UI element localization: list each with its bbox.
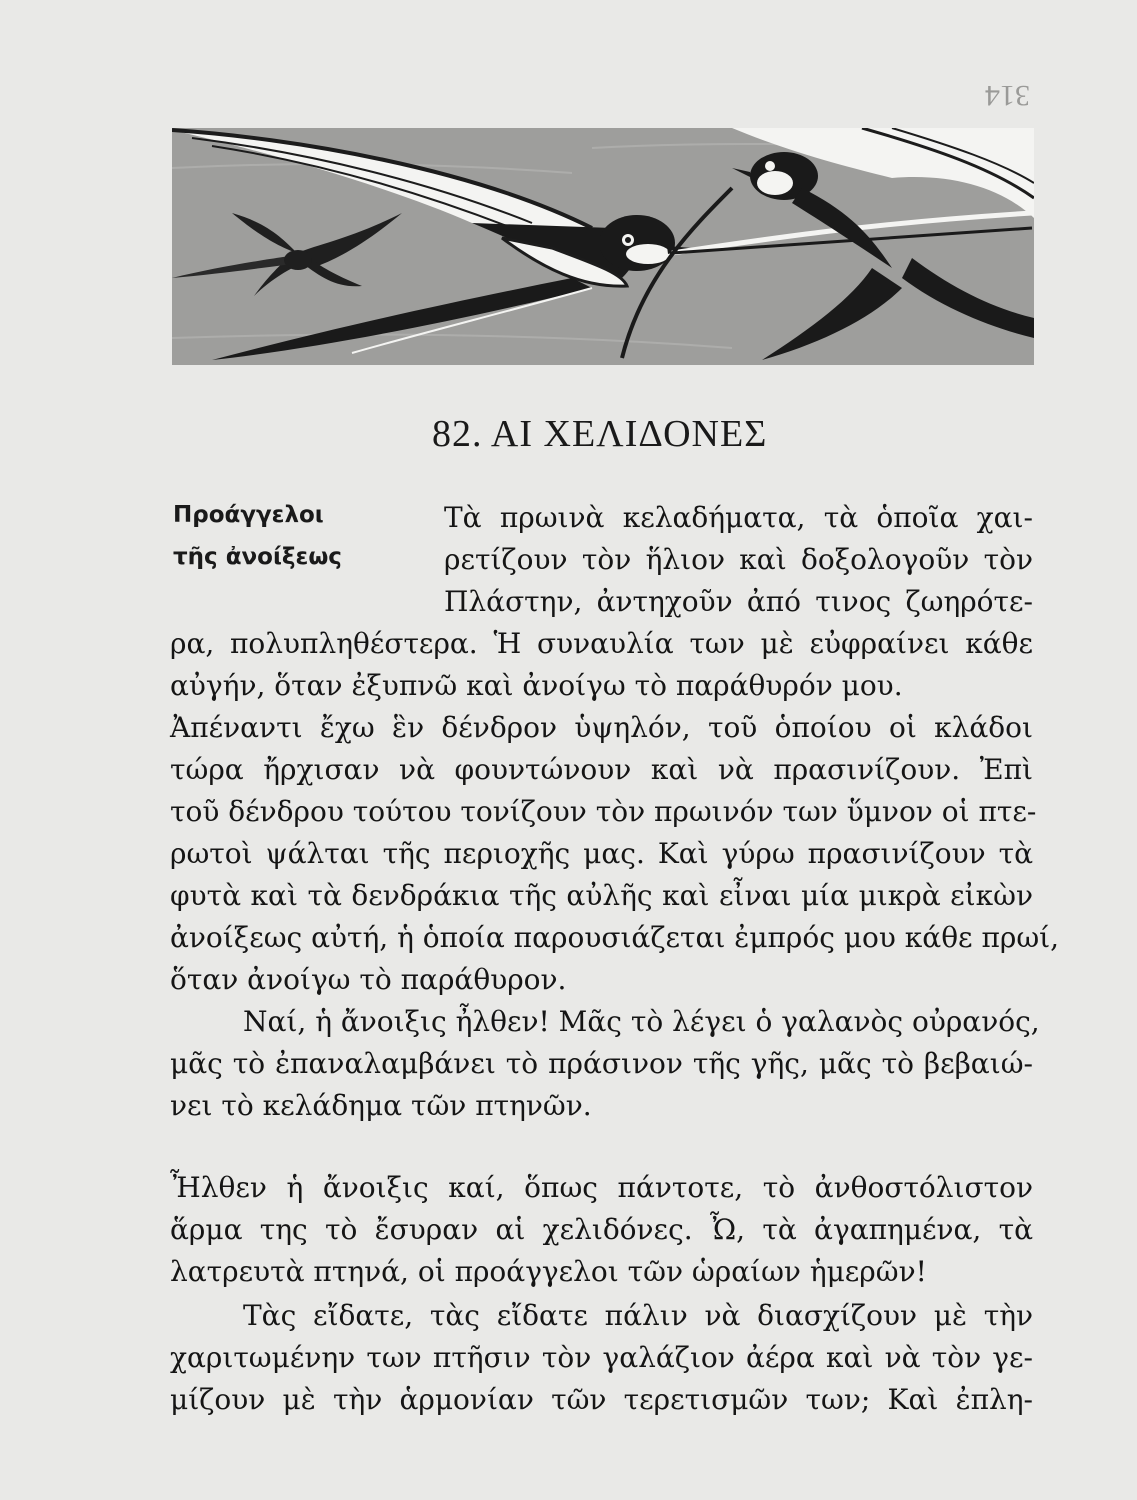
text-line: νει τὸ κελάδημα τῶν πτηνῶν. — [170, 1089, 592, 1122]
text-line: τοῦ δένδρου τούτου τονίζουν τὸν πρωινόν των ὕμνον οἱ πτε- — [170, 795, 1037, 828]
text-line: Τὰς εἴδατε, τὰς εἴδατε πάλιν νὰ διασχίζουν μὲ τὴν — [243, 1299, 1033, 1332]
large-swallow-right — [622, 128, 1034, 360]
text-line: μᾶς τὸ ἐπαναλαμβάνει τὸ πράσινον τῆς γῆς, μᾶς τὸ βεβαιώ- — [170, 1047, 1033, 1080]
text-line: φυτὰ καὶ τὰ δενδράκια τῆς αὐλῆς καὶ εἶναι μία μικρὰ εἰκὼν — [170, 879, 1033, 912]
text-line: τώρα ἤρχισαν νὰ φουντώνουν καὶ νὰ πρασινίζουν. Ἐπὶ — [170, 753, 1033, 786]
page-number: 314 — [985, 79, 1030, 112]
small-swallow — [172, 213, 402, 296]
text-line: ὅταν ἀνοίγω τὸ παράθυρον. — [170, 963, 567, 996]
margin-note-line: Προάγγελοι — [173, 502, 324, 528]
text-line: ρετίζουν τὸν ἥλιον καὶ δοξολογοῦν τὸν — [444, 543, 1033, 576]
margin-note-line: τῆς ἀνοίξεως — [173, 544, 342, 570]
text-line: ἀνοίξεως αὐτή, ἡ ὁποία παρουσιάζεται ἐμπρός μου κάθε πρωί, — [170, 921, 1060, 954]
swallows-woodcut-drawing — [172, 128, 1034, 365]
margin-note — [173, 494, 342, 578]
text-line: Πλάστην, ἀντηχοῦν ἀπό τινος ζωηρότε- — [444, 585, 1033, 618]
text-line: χαριτωμένην των πτῆσιν τὸν γαλάζιον ἀέρα καὶ νὰ τὸν γε- — [170, 1341, 1033, 1374]
text-line: ρωτοὶ ψάλται τῆς περιοχῆς μας. Καὶ γύρω πρασινίζουν τὰ — [170, 837, 1033, 870]
text-line: ἅρμα της τὸ ἔσυραν αἱ χελιδόνες. Ὦ, τὰ ἀγαπημένα, τὰ — [170, 1213, 1033, 1246]
text-line: Τὰ πρωινὰ κελαδήματα, τὰ ὁποῖα χαι- — [444, 501, 1033, 534]
text-line: Ναί, ἡ ἄνοιξις ἦλθεν! Μᾶς τὸ λέγει ὁ γαλανὸς οὐρανός, — [243, 1005, 1040, 1038]
text-line: Ἦλθεν ἡ ἄνοιξις καί, ὅπως πάντοτε, τὸ ἀνθοστόλιστον — [170, 1171, 1033, 1204]
text-line: μίζουν μὲ τὴν ἁρμονίαν τῶν τερετισμῶν των; Καὶ ἐπλη- — [170, 1383, 1033, 1416]
text-line: αὐγήν, ὅταν ἐξυπνῶ καὶ ἀνοίγω τὸ παράθυρόν μου. — [170, 669, 903, 702]
text-line: ρα, πολυπληθέστερα. Ἡ συναυλία των μὲ εὐφραίνει κάθε — [170, 627, 1033, 660]
chapter-title: 82. ΑΙ ΧΕΛΙΔΟΝΕΣ — [432, 413, 768, 455]
text-line: λατρευτὰ πτηνά, οἱ προάγγελοι τῶν ὡραίων ἡμερῶν! — [170, 1255, 927, 1288]
text-line: Ἀπέναντι ἔχω ἓν δένδρον ὑψηλόν, τοῦ ὁποίου οἱ κλάδοι — [170, 711, 1033, 744]
swallows-illustration — [172, 128, 1034, 365]
